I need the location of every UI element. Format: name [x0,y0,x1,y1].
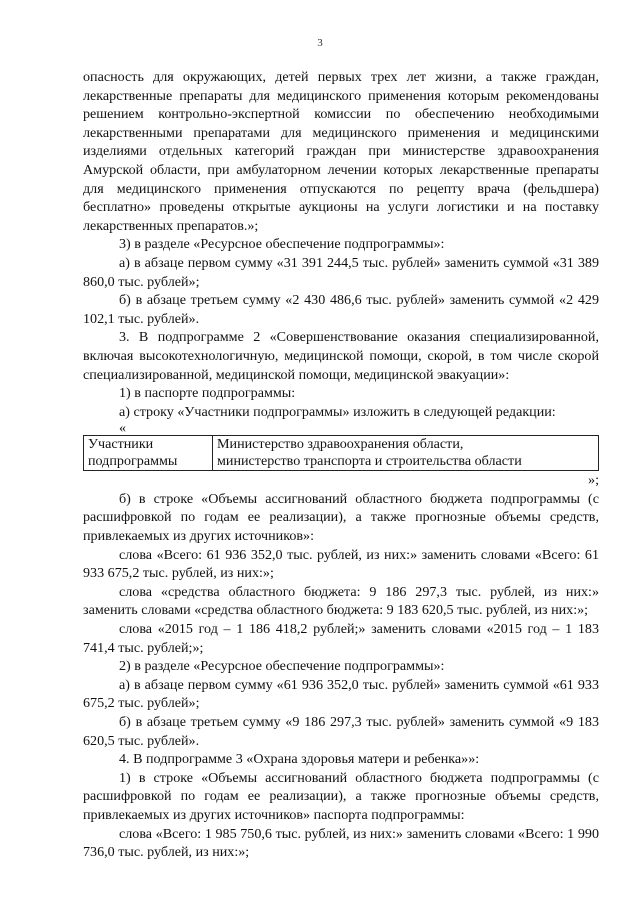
opening-quote: « [119,420,127,437]
paragraph-18: слова «Всего: 1 985 750,6 тыс. рублей, из них:» заменить словами «Всего: 1 990 736,0 тыс. рублей, из них:»; [83,825,599,861]
document-body [83,68,599,862]
table-row [84,436,599,471]
page-number: 3 [317,37,323,49]
paragraph-13: 2) в разделе «Ресурсное обеспечение подпрограммы»: [119,658,445,675]
table-cell-value [213,436,599,471]
paragraph-4: б) в абзаце третьем сумму «2 430 486,6 тыс. рублей» заменить суммой «2 429 102,1 тыс. рублей». [83,292,599,327]
closing-quote: »; [588,472,599,489]
paragraph-17: 1) в строке «Объемы ассигнований областного бюджета подпрограммы (с расшифровкой по годам ее реализации), а также прогнозные объемы средств, привлекаемых из других источников» паспорта подпрограммы: [83,769,599,823]
paragraph-9: б) в строке «Объемы ассигнований областного бюджета подпрограммы (с расшифровкой по годам ее реализации), а также прогнозные объемы средств, привлекаемых из других источников»: [83,490,599,545]
cell-value-line-1: Министерство здравоохранения области, [217,436,464,453]
paragraph-7: а) строку «Участники подпрограммы» изложить в следующей редакции: [119,403,556,420]
paragraph-14: а) в абзаце первом сумму «61 936 352,0 тыс. рублей» заменить суммой «61 933 675,2 тыс. рублей»; [83,676,599,712]
paragraph-2: 3) в разделе «Ресурсное обеспечение подпрограммы»: [119,236,445,253]
cell-value-line-2: министерство транспорта и строительства области [217,453,522,470]
paragraph-12: слова «2015 год – 1 186 418,2 рублей;» заменить словами «2015 год – 1 183 741,4 тыс. рублей;»; [83,621,599,656]
paragraph-15: б) в абзаце третьем сумму «9 186 297,3 тыс. рублей» заменить суммой «9 183 620,5 тыс. рублей». [83,714,599,749]
paragraph-6: 1) в паспорте подпрограммы: [119,385,296,402]
participants-table [83,435,599,471]
paragraph-1: опасность для окружающих, детей первых трех лет жизни, а также граждан, лекарственные препараты для медицинского применения которым рекомендованы решением контрольно-экспертной комиссии по обеспечению необходимыми лекарственными препаратами для медицинского применения и медицинскими изделиями отдельных категорий граждан при министерстве здравоохранения Амурской области, при амбулаторном лечении которых лекарственные препараты для медицинского применения отпускаются по рецепту врача (фельдшера) бесплатно» проведены открытые аукционы на услуги логистики и на поставку лекарственных препаратов.»; [83,69,599,234]
paragraph-10: слова «Всего: 61 936 352,0 тыс. рублей, из них:» заменить словами «Всего: 61 933 675,2 тыс. рублей, из них:»; [83,546,599,582]
table-cell-label [84,436,213,471]
paragraph-11: слова «средства областного бюджета: 9 186 297,3 тыс. рублей, из них:» заменить словами «средства областного бюджета: 9 183 620,5 тыс. рублей, из них:»; [83,583,599,619]
cell-label-line-1: Участники [88,436,154,453]
paragraph-3: а) в абзаце первом сумму «31 391 244,5 тыс. рублей» заменить суммой «31 389 860,0 тыс. рублей»; [83,254,599,290]
cell-label-line-2: подпрограммы [88,453,178,470]
paragraph-16: 4. В подпрограмме 3 «Охрана здоровья матери и ребенка»»: [119,751,480,768]
paragraph-5: 3. В подпрограмме 2 «Совершенствование оказания специализированной, включая высокотехнологичную, медицинской помощи, скорой, в том числе скорой специализированной, медицинской помощи, медицинской эвакуации»: [83,329,599,383]
